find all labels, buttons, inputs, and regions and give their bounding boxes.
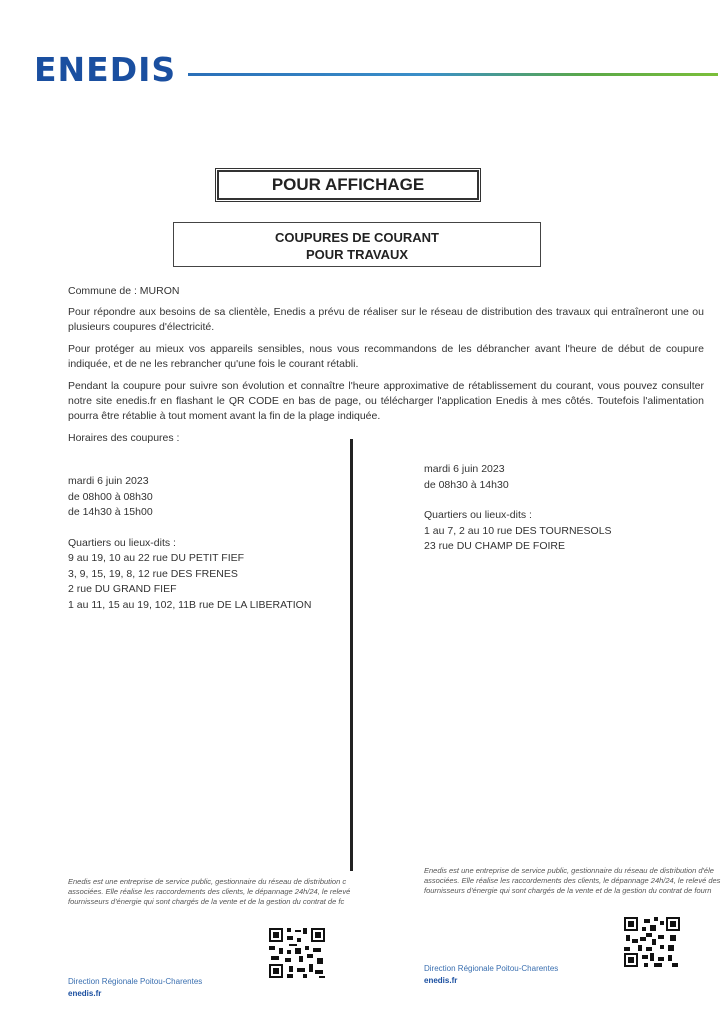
left-site-link[interactable]: enedis.fr	[68, 989, 102, 998]
right-direction-label: Direction Régionale Poitou-Charentes	[424, 964, 559, 973]
left-time-2: de 14h30 à 15h00	[68, 506, 153, 518]
intro-paragraph-1: Pour répondre aux besoins de sa clientèle, Enedis a prévu de réaliser sur le réseau de distribution des travaux qui entraîneront une ou plusieurs coupures d'électricité.	[68, 306, 704, 333]
left-date: mardi 6 juin 2023	[68, 475, 149, 487]
right-qr-code-icon[interactable]	[622, 915, 682, 969]
left-footer-line-3: fournisseurs d'énergie qui sont chargés de la vente et de la gestion du contrat de fc	[68, 897, 345, 906]
right-site-link[interactable]: enedis.fr	[424, 976, 458, 985]
left-schedule	[68, 474, 311, 613]
page-title: POUR AFFICHAGE	[215, 168, 481, 202]
commune-label: Commune de : MURON	[68, 285, 180, 297]
left-direction-label: Direction Régionale Poitou-Charentes	[68, 977, 203, 986]
left-footer	[68, 877, 354, 907]
enedis-logo: ENEDIS	[34, 50, 177, 89]
left-area-1: 9 au 19, 10 au 22 rue DU PETIT FIEF	[68, 552, 245, 564]
left-area-2: 3, 9, 15, 19, 8, 12 rue DES FRENES	[68, 567, 238, 580]
right-date: mardi 6 juin 2023	[424, 463, 505, 475]
left-footer-line-1: Enedis est une entreprise de service public, gestionnaire du réseau de distribution c	[68, 877, 347, 886]
left-area-3: 2 rue DU GRAND FIEF	[68, 583, 177, 595]
brand-line	[188, 73, 718, 76]
left-qr-code-icon[interactable]	[267, 926, 327, 980]
left-footer-line-2: associées. Elle réalise les raccordements des clients, le dépannage 24h/24, le relevé	[68, 887, 351, 896]
right-area-2: 23 rue DU CHAMP DE FOIRE	[424, 540, 566, 552]
right-footer-line-2: associées. Elle réalise les raccordements des clients, le dépannage 24h/24, le relevé des	[424, 876, 721, 885]
subtitle-line-1: COUPURES DE COURANT	[275, 230, 439, 245]
schedule-label: Horaires des coupures :	[68, 432, 180, 444]
right-schedule	[424, 462, 612, 555]
right-footer-line-3: fournisseurs d'énergie qui sont chargés de la vente et de la gestion du contrat de fourn	[424, 886, 712, 895]
subtitle-box	[173, 222, 541, 267]
right-areas-label: Quartiers ou lieux-dits :	[424, 509, 532, 521]
left-areas-label: Quartiers ou lieux-dits :	[68, 536, 176, 549]
column-divider	[350, 439, 353, 871]
left-area-4: 1 au 11, 15 au 19, 102, 11B rue DE LA LIBERATION	[68, 598, 312, 611]
intro-paragraph-2: Pour protéger au mieux vos appareils sensibles, nous vous recommandons de les débrancher avant l'heure de début de coupure indiquée, et de ne les rebrancher qu'une fois le courant rétabli.	[68, 343, 704, 370]
intro-paragraph-3: Pendant la coupure pour suivre son évolution et connaître l'heure approximative de rétablissement du courant, vous pouvez consulter notre site enedis.fr en flashant le QR CODE en bas de page, ou télécharger l'application Enedis à mes côtés. Toutefois l'alimentation pourra être rétablie à tout moment avant la fin de la plage indiquée.	[68, 380, 704, 422]
right-time-1: de 08h30 à 14h30	[424, 478, 509, 491]
right-footer	[424, 866, 724, 896]
left-time-1: de 08h00 à 08h30	[68, 490, 153, 503]
right-area-1: 1 au 7, 2 au 10 rue DES TOURNESOLS	[424, 524, 612, 537]
subtitle-line-2: POUR TRAVAUX	[305, 247, 409, 262]
right-footer-line-1: Enedis est une entreprise de service public, gestionnaire du réseau de distribution d'éle	[424, 866, 714, 875]
